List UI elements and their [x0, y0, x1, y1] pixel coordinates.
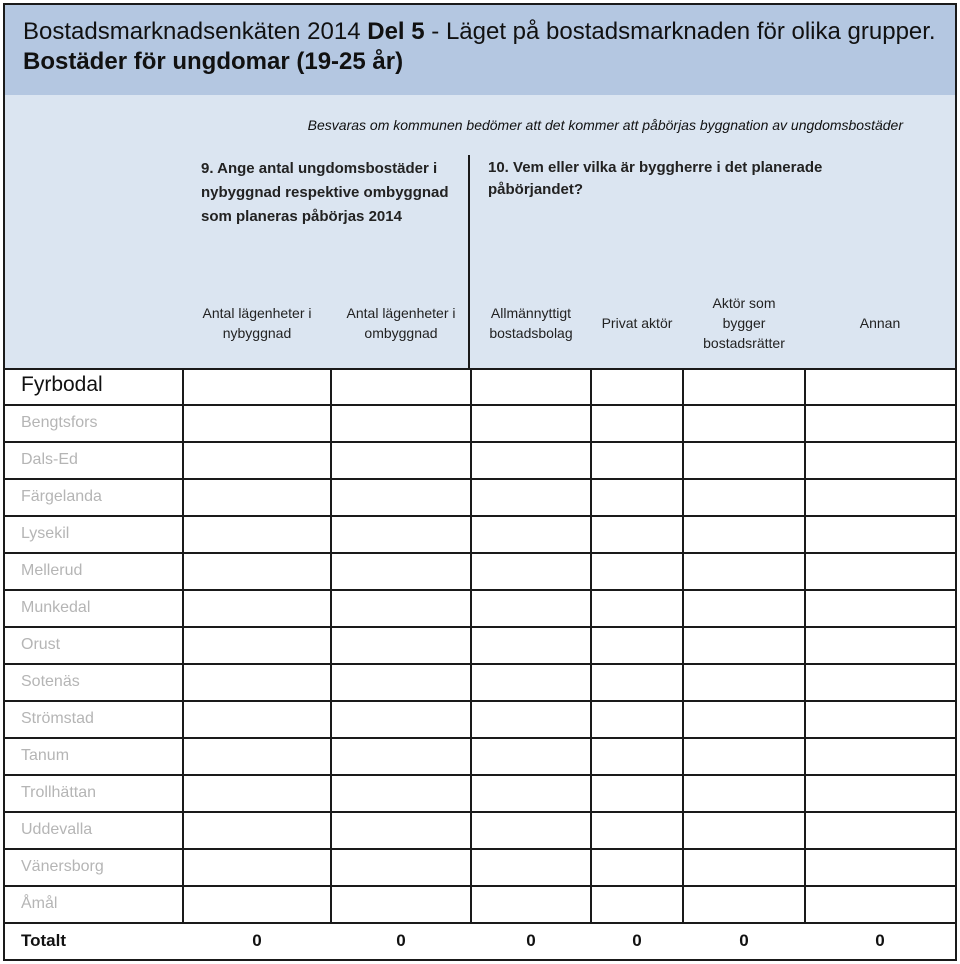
- municipality-label: Uddevalla: [21, 821, 93, 838]
- input-cell[interactable]: [332, 443, 470, 478]
- input-cell[interactable]: [332, 591, 470, 626]
- region-label: Fyrbodal: [21, 373, 103, 396]
- input-cell[interactable]: [592, 850, 682, 885]
- title-part-2: Del 5: [367, 18, 425, 45]
- question-9: 9. Ange antal ungdomsbostäder i nybyggnad respektive ombyggnad som planeras påbörjas 2014: [201, 160, 449, 225]
- input-cell[interactable]: [472, 850, 590, 885]
- input-cell[interactable]: [684, 443, 804, 478]
- input-cell[interactable]: [806, 702, 954, 737]
- input-cell[interactable]: [592, 813, 682, 848]
- input-cell[interactable]: [684, 554, 804, 589]
- input-cell[interactable]: [684, 850, 804, 885]
- input-cell[interactable]: [806, 887, 954, 922]
- municipality-label: Mellerud: [21, 562, 83, 579]
- municipality-label: Lysekil: [21, 525, 70, 542]
- input-cell[interactable]: [472, 776, 590, 811]
- input-cell[interactable]: [332, 702, 470, 737]
- municipality-label: Tanum: [21, 747, 70, 764]
- input-cell[interactable]: [184, 702, 330, 737]
- grid-line: [5, 368, 955, 370]
- input-cell[interactable]: [472, 443, 590, 478]
- input-cell[interactable]: [184, 887, 330, 922]
- input-cell[interactable]: [332, 813, 470, 848]
- input-cell[interactable]: [184, 480, 330, 515]
- input-cell[interactable]: [684, 702, 804, 737]
- input-cell[interactable]: [472, 887, 590, 922]
- input-cell[interactable]: [806, 517, 954, 552]
- input-cell[interactable]: [332, 554, 470, 589]
- survey-form: [3, 3, 957, 961]
- total-value: 0: [396, 931, 406, 950]
- input-cell[interactable]: [184, 776, 330, 811]
- municipality-label: Färgelanda: [21, 488, 102, 505]
- input-cell[interactable]: [684, 887, 804, 922]
- page-title: [23, 17, 943, 77]
- municipality-label: Trollhättan: [21, 784, 96, 801]
- column-header-ombyggnad: Antal lägenheter i ombyggnad: [346, 305, 456, 341]
- input-cell[interactable]: [592, 554, 682, 589]
- input-cell[interactable]: [592, 776, 682, 811]
- input-cell[interactable]: [472, 702, 590, 737]
- input-cell[interactable]: [806, 554, 954, 589]
- input-cell[interactable]: [184, 406, 330, 441]
- input-cell[interactable]: [184, 517, 330, 552]
- input-cell[interactable]: [332, 887, 470, 922]
- input-cell[interactable]: [592, 480, 682, 515]
- input-cell[interactable]: [592, 591, 682, 626]
- input-cell[interactable]: [684, 665, 804, 700]
- total-value: 0: [252, 931, 262, 950]
- input-cell[interactable]: [184, 591, 330, 626]
- input-cell[interactable]: [806, 443, 954, 478]
- input-cell[interactable]: [332, 776, 470, 811]
- input-cell[interactable]: [684, 406, 804, 441]
- input-cell[interactable]: [806, 739, 954, 774]
- input-cell[interactable]: [472, 554, 590, 589]
- municipality-label: Sotenäs: [21, 673, 80, 690]
- input-cell[interactable]: [684, 739, 804, 774]
- input-cell[interactable]: [472, 665, 590, 700]
- municipality-label: Dals-Ed: [21, 451, 78, 468]
- input-cell[interactable]: [684, 628, 804, 663]
- input-cell[interactable]: [806, 628, 954, 663]
- total-label: Totalt: [21, 931, 67, 950]
- input-cell[interactable]: [592, 887, 682, 922]
- grid-line: [5, 959, 955, 961]
- input-cell[interactable]: [592, 628, 682, 663]
- input-cell[interactable]: [684, 591, 804, 626]
- municipality-label: Bengtsfors: [21, 414, 98, 431]
- input-cell[interactable]: [184, 665, 330, 700]
- input-cell[interactable]: [592, 406, 682, 441]
- input-cell[interactable]: [592, 702, 682, 737]
- input-cell[interactable]: [806, 776, 954, 811]
- input-cell[interactable]: [806, 813, 954, 848]
- municipality-label: Orust: [21, 636, 61, 653]
- input-cell[interactable]: [684, 776, 804, 811]
- question-header: [5, 95, 955, 368]
- input-cell[interactable]: [332, 480, 470, 515]
- municipality-label: Strömstad: [21, 710, 94, 727]
- input-cell[interactable]: [332, 517, 470, 552]
- input-cell[interactable]: [332, 739, 470, 774]
- input-cell[interactable]: [592, 739, 682, 774]
- input-cell[interactable]: [684, 517, 804, 552]
- input-cell[interactable]: [184, 813, 330, 848]
- column-header-privat: Privat aktör: [601, 315, 673, 331]
- input-cell[interactable]: [184, 554, 330, 589]
- input-cell[interactable]: [592, 443, 682, 478]
- input-cell[interactable]: [332, 628, 470, 663]
- input-cell[interactable]: [472, 480, 590, 515]
- total-value: 0: [739, 931, 749, 950]
- input-cell[interactable]: [806, 480, 954, 515]
- input-cell[interactable]: [472, 406, 590, 441]
- input-cell[interactable]: [332, 850, 470, 885]
- input-cell[interactable]: [806, 850, 954, 885]
- input-cell[interactable]: [472, 517, 590, 552]
- input-cell[interactable]: [332, 406, 470, 441]
- input-cell[interactable]: [592, 517, 682, 552]
- instruction-text: Besvaras om kommunen bedömer att det kommer att påbörjas byggnation av ungdomsbostäder: [307, 117, 903, 133]
- title-band: [5, 5, 955, 95]
- column-header-allmannyttigt: Allmännyttigt bostadsbolag: [489, 305, 573, 341]
- column-header-bostadsratter: Aktör som bygger bostadsrätter: [703, 295, 785, 351]
- total-value: 0: [526, 931, 536, 950]
- title-part-3: - Läget på bostadsmarknaden för olika grupper.: [424, 18, 936, 45]
- input-cell[interactable]: [806, 591, 954, 626]
- input-cell[interactable]: [472, 739, 590, 774]
- input-cell[interactable]: [472, 628, 590, 663]
- municipality-label: Munkedal: [21, 599, 91, 616]
- input-cell[interactable]: [184, 739, 330, 774]
- question-10: 10. Vem eller vilka är byggherre i det planerade påbörjandet?: [488, 159, 823, 198]
- input-cell[interactable]: [332, 665, 470, 700]
- total-value: 0: [632, 931, 642, 950]
- municipality-label: Vänersborg: [21, 858, 104, 875]
- input-cell[interactable]: [806, 665, 954, 700]
- grid-line: [5, 922, 955, 924]
- input-cell[interactable]: [472, 591, 590, 626]
- input-cell[interactable]: [184, 443, 330, 478]
- municipality-label: Åmål: [21, 895, 58, 912]
- input-cell[interactable]: [592, 665, 682, 700]
- input-cell[interactable]: [806, 406, 954, 441]
- input-cell[interactable]: [684, 480, 804, 515]
- total-value: 0: [875, 931, 885, 950]
- input-cell[interactable]: [684, 813, 804, 848]
- input-cell[interactable]: [472, 813, 590, 848]
- column-header-annan: Annan: [859, 315, 901, 331]
- input-cell[interactable]: [184, 850, 330, 885]
- column-header-nybyggnad: Antal lägenheter i nybyggnad: [202, 305, 312, 341]
- title-part-1: Bostadsmarknadsenkäten 2014: [23, 18, 368, 45]
- input-cell[interactable]: [184, 628, 330, 663]
- title-part-4: Bostäder för ungdomar (19-25 år): [23, 48, 404, 75]
